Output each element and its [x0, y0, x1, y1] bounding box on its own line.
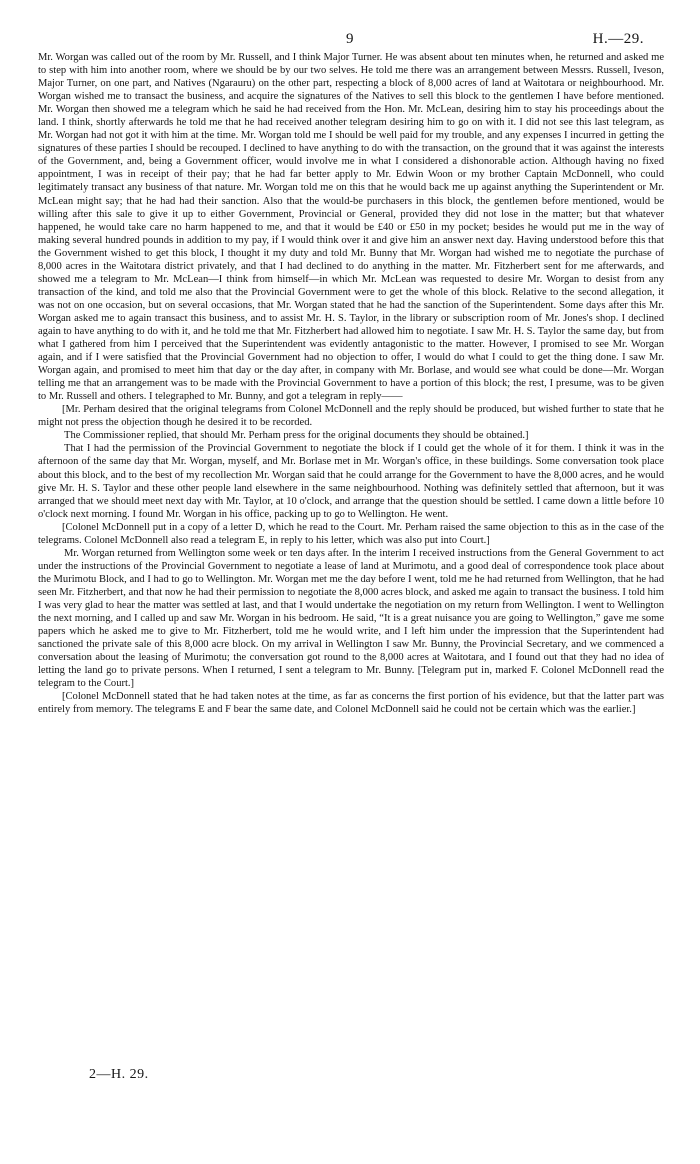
paragraph-objection: [Mr. Perham desired that the original telegrams from Colonel McDonnell and the reply should be produced, but wished further to state that he might not press the objection though he desired it to be recorded.: [38, 404, 664, 429]
page-body: [38, 51, 664, 716]
paragraph-evidence-3: Mr. Worgan returned from Wellington some week or ten days after. In the interim I received instructions from the General Government to act under the instructions of the Provincial Government to negotiate a lease of land at Murimotu, and a good deal of correspondence took place about the Murimotu Block, and I had to go to Wellington. Mr. Worgan met me the day before I went, told me he had returned from Wellington, that he had seen Mr. Fitzherbert, and that now he had their permission to negotiate the 8,000 acres block, and asked me again to transact the business. I told him I was very glad to hear the matter was settled at last, and that I would undertake the negotiation on my return from Wellington. I went to Wellington the next morning, and I called up and saw Mr. Worgan in his bedroom. He said, “It is a great nuisance you are going to Wellington,” gave me some papers which he asked me to give to Mr. Fitzherbert, told me he would write, and I left him under the impression that the Superintendent had sanctioned the private sale of this 8,000 acre block. On my arrival in Wellington I saw Mr. Bunny, the Provincial Secretary, and we commenced a conversation about the leasing of Murimotu; the conversation got round to the 8,000 acres at Waitotara, and I found out that they had no idea of letting the land go to private persons. When I returned, I sent a telegram to Mr. Bunny. [Telegram put in, marked F. Colonel McDonnell read the telegram to the Court.]: [38, 547, 664, 690]
paragraph-evidence-1: Mr. Worgan was called out of the room by Mr. Russell, and I think Major Turner. He was absent about ten minutes when, he returned and asked me to step with him into another room, where we should be by our two selves. He told me there was an arrangement between Messrs. Russell, Iveson, Major Turner, on one part, and Natives (Ngarauru) on the other part, respecting a block of 8,000 acres of land at Waitotara or neighbourhood. Mr. Worgan wished me to transact the business, and acquire the signatures of the Natives to sell this block to the gentlemen I have before mentioned. Mr. Worgan then showed me a telegram which he said he had received from the Hon. Mr. McLean, desiring him to stay his proceedings about the land. I think, shortly afterwards he told me that he had received another telegram desiring him to go on with it. I did not see this last telegram, as Mr. Worgan had not got it with him at the time. Mr. Worgan told me I should be well paid for my trouble, and any expenses I incurred in getting the signatures of these parties I should be recouped. I declined to have anything to do with the transaction, on the ground that it was against the interests of the Government, and, being a Government officer, would involve me in what I considered a dishonorable action. Although having no fixed appointment, I was in receipt of their pay; that he had far better apply to Mr. Edwin Woon or my brother Captain McDonnell, who could legitimately transact any business of that nature. Mr. Worgan told me on this that he would back me up against anything the Superintendent or Mr. McLean might say; that he had had their sanction. Also that the would-be purchasers in this block, the gentlemen before mentioned, would be willing after this sale to give it up to either Government, Provincial or General, provided they did not lose in the matter; but that whatever happened, he would take care no harm happened to me, and that it would be £40 or £50 in my pocket; besides he would put me in the way of making several hundred pounds in addition to my pay, if I would think over it and give him an answer next day. Having understood before this that the Government wished to get this block, I thought it my duty and told Mr. Bunny that Mr. Worgan had wished me to negotiate the purchase of 8,000 acres in the Waitotara district privately, and that I had declined to do anything in the matter. Mr. Fitzherbert sent for me afterwards, and showed me a telegram to Mr. McLean—I think from himself—in which Mr. McLean was requested to desire Mr. Worgan to desist from any transaction of the kind, and told me also that the Provincial Government were to get the whole of this block. Relative to the second allegation, it was not on one occasion, but on several occasions, that Mr. Worgan stated that he had the sanction of the Superintendent. Some days after this Mr. Worgan asked me to again transact this business, and to assist Mr. H. S. Taylor, in the library or subscription room of Mr. Jones's shop. I declined again to have anything to do with it, and he told me that Mr. Fitzherbert had allowed him to negotiate. I saw Mr. H. S. Taylor the same day, but from what I gathered from him I perceived that the Superintendent was evidently antagonistic to the matter. However, I promised to see Mr. Worgan again, and if I were satisfied that the Provincial Government had no objection to offer, I would do what I could to get the thing done. I saw Mr. Worgan again, and promised to meet him that day or the day after, in company with Mr. Borlase, and would see what could be done—Mr. Worgan telling me that an arrangement was to be made with the Provincial Government to have a portion of this block; the rest, I presume, was to be given to Mr. Russell and others. I telegraphed to Mr. Bunny, and got a telegram in reply——: [38, 52, 664, 403]
document-code: H.—29.: [592, 31, 644, 47]
signature-mark: 2—H. 29.: [89, 1067, 149, 1082]
paragraph-letter-d: [Colonel McDonnell put in a copy of a letter D, which he read to the Court. Mr. Perham raised the same objection to this as in the case of the telegrams. Colonel McDonnell also read a telegram E, in reply to his letter, which was also put into Court.]: [38, 521, 664, 546]
paragraph-notes-statement: [Colonel McDonnell stated that he had taken notes at the time, as far as concerns the first portion of his evidence, but that the latter part was entirely from memory. The telegrams E and F bear the same date, and Colonel McDonnell said he could not be certain which was the earlier.]: [38, 691, 664, 716]
paragraph-commissioner-reply: The Commissioner replied, that should Mr. Perham press for the original documents they should be obtained.]: [64, 430, 529, 442]
paragraph-evidence-2: That I had the permission of the Provincial Government to negotiate the block if I could get the whole of it for them. I think it was in the afternoon of the same day that Mr. Worgan, myself, and Mr. Borlase met in Mr. Worgan's office, in these buildings. Some conversation took place about this block, and to the best of my recollection Mr. Worgan said that he could arrange for the Government to have the 8,000 acres, and he would give Mr. H. S. Taylor and these other people land elsewhere in the same neighbourhood. Nothing was definitely settled that afternoon, but it was arranged that we should meet next day with Mr. Taylor, at 10 o'clock, and arrange that the question should be settled. I came down a little before 10 o'clock next morning. I found Mr. Worgan in his office, packing up to go to Wellington. He went.: [38, 443, 664, 520]
page-number: 9: [346, 31, 354, 47]
